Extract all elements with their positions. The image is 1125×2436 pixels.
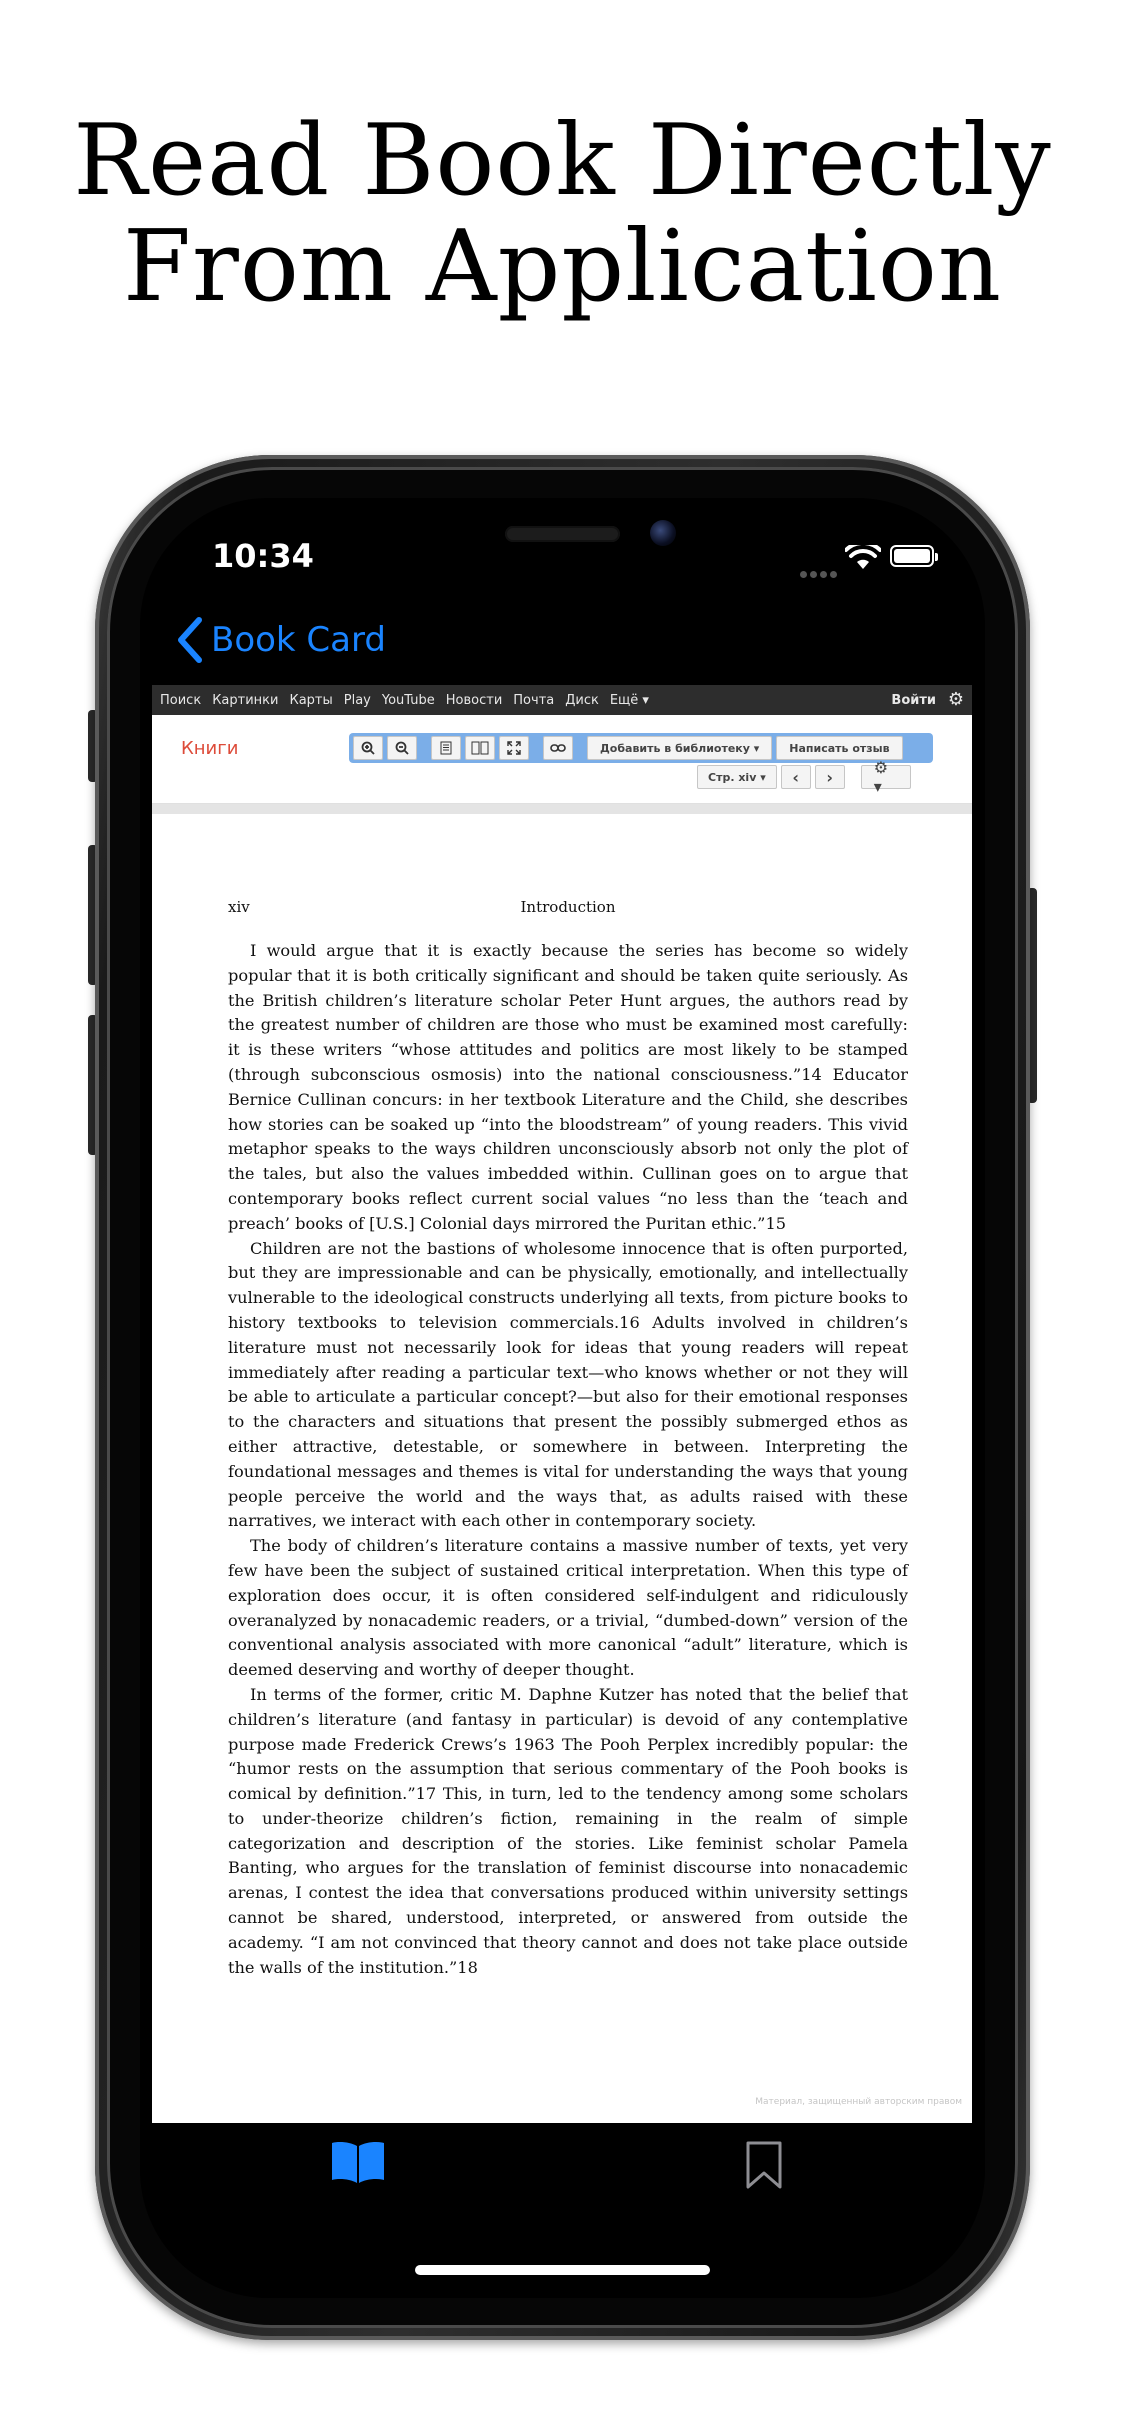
book-paragraph: I would argue that it is exactly because the series has become so widely popular that it is both critically significant and should be taken quite seriously. As the British children’s literature scholar Peter Hunt argues, the authors read by the greatest number of children are those who must be examined most carefully: it is these writers “whose attitudes and politics are most likely to be stamped (through subconscious osmosis) into the national consciousness.”14 Educator Bernice Cullinan concurs: in her textbook Literature and the Child, she describes how stories can be soaked up “into the bloodstream” of young readers. This vivid metaphor speaks to the ways children unconsciously absorb not only the plot of the tales, but also the values imbedded within. Cullinan goes on to argue that contemporary books reflect current social values “no less than the ‘teach and preach’ books of [U.S.] Colonial days mirrored the Puritan ethic.”15: [228, 941, 908, 1233]
battery-icon: [890, 545, 934, 567]
google-link-youtube[interactable]: YouTube: [381, 692, 435, 708]
book-paragraph: In terms of the former, critic M. Daphne Kutzer has noted that the belief that children’s literature (and fantasy in particular) is devoid of any contemplative purpose made Frederick Crews’s 1963 The Pooh Perplex incredibly popular: the “humor rests on the assumption that serious commentary of the Pooh books is comical by definition.”17 This, in turn, led to the tendency among some scholars to under-theorize children’s fiction, remaining in the realm of simple categorization and description of the stories. Like feminist scholar Pamela Banting, who argues for the translation of feminist discourse into nonacademic arenas, I contest the idea that conversations produced within university settings cannot be shared, understood, interpreted, or answered from outside the academy. “I am not convinced that theory cannot and does not take place outside the walls of the institution.”18: [228, 1684, 908, 1977]
page-navigation: [697, 758, 915, 796]
previous-page-button[interactable]: ‹: [781, 765, 811, 789]
google-link-more[interactable]: Ещё ▾: [609, 692, 649, 708]
back-label: Book Card: [211, 620, 386, 660]
chevron-left-icon: [175, 616, 203, 664]
page-number: xiv: [228, 898, 250, 916]
fullscreen-button[interactable]: [499, 736, 529, 760]
google-link-play[interactable]: Play: [343, 692, 371, 708]
gear-icon[interactable]: ⚙: [947, 689, 964, 710]
tab-bookmark-icon[interactable]: [745, 2140, 783, 2190]
link-button[interactable]: [543, 736, 573, 760]
promo-headline: [0, 104, 1125, 324]
google-link-news[interactable]: Новости: [445, 692, 503, 708]
page-separator: [152, 804, 972, 814]
running-head: [228, 895, 908, 925]
login-link[interactable]: Войти: [891, 693, 936, 708]
two-page-button[interactable]: [465, 736, 495, 760]
back-button[interactable]: [175, 612, 386, 668]
cellular-signal-icon: [800, 563, 840, 582]
book-paragraph: The body of children’s literature contains a massive number of texts, yet very few have been the subject of sustained critical interpretation. When this type of exploration does occur, it is often considered self-indulgent and ridiculously overanalyzed by nonacademic readers, or a trivial, “dumbed-down” version of the conventional analysis associated with more canonical “adult” literature, which is deemed deserving and worthy of deeper thought.: [228, 1536, 908, 1680]
zoom-in-icon: [361, 741, 375, 755]
copyright-watermark: Материал, защищенный авторским правом: [755, 2097, 962, 2107]
status-time: 10:34: [212, 537, 314, 575]
add-to-library-button[interactable]: Добавить в библиотеку ▾: [587, 736, 772, 760]
tab-read-book-icon[interactable]: [330, 2140, 386, 2184]
zoom-out-icon: [395, 741, 409, 755]
write-review-button[interactable]: Написать отзыв: [776, 736, 902, 760]
settings-gear-icon: ⚙ ▾: [873, 758, 889, 796]
front-camera: [650, 520, 676, 546]
book-toolbar: [349, 733, 933, 763]
google-link-search[interactable]: Поиск: [160, 692, 202, 708]
book-paragraph: Children are not the bastions of wholesome innocence that is often purported, but they are impressionable and can be physically, emotionally, and intellectually vulnerable to the ideological constructs underlying all texts, from picture books to history textbooks to television commercials.16 Adults involved in children’s literature must not necessarily look for ideas that young readers will repeat immediately after reading a particular text—who knows whether or not they will be able to articulate a particular concept?—but also for their emotional responses to the characters and situations that present the possibly submerged ethos as either attractive, detestable, or somewhere in between. Interpreting the foundational messages and themes is vital for understanding the ways that young people perceive the world and the ways that, as adults raised with these narratives, we interact with each other in contemporary society.: [228, 1238, 908, 1531]
wifi-icon: [845, 545, 881, 571]
running-title: Introduction: [520, 898, 616, 916]
books-logo[interactable]: Книги: [181, 738, 239, 759]
google-link-maps[interactable]: Карты: [289, 692, 333, 708]
zoom-out-button[interactable]: [387, 736, 417, 760]
link-icon: [550, 743, 566, 753]
book-page: [228, 895, 908, 1980]
home-indicator[interactable]: [415, 2265, 710, 2275]
fullscreen-icon: [507, 741, 521, 755]
single-page-icon: [440, 741, 452, 755]
two-page-icon: [471, 741, 489, 755]
google-link-images[interactable]: Картинки: [212, 692, 279, 708]
google-link-mail[interactable]: Почта: [513, 692, 555, 708]
promo-headline-line2: From Application: [122, 210, 1002, 324]
book-webview[interactable]: [152, 685, 972, 2123]
promo-headline-line1: Read Book Directly: [73, 104, 1052, 218]
zoom-in-button[interactable]: [353, 736, 383, 760]
google-link-drive[interactable]: Диск: [565, 692, 599, 708]
earpiece-speaker: [505, 526, 620, 542]
settings-menu-button[interactable]: [861, 758, 911, 796]
books-header: [152, 715, 972, 804]
page-select[interactable]: Стр. xiv ▾: [697, 765, 777, 789]
next-page-button[interactable]: ›: [815, 765, 845, 789]
google-bar: [152, 685, 972, 715]
single-page-button[interactable]: [431, 736, 461, 760]
